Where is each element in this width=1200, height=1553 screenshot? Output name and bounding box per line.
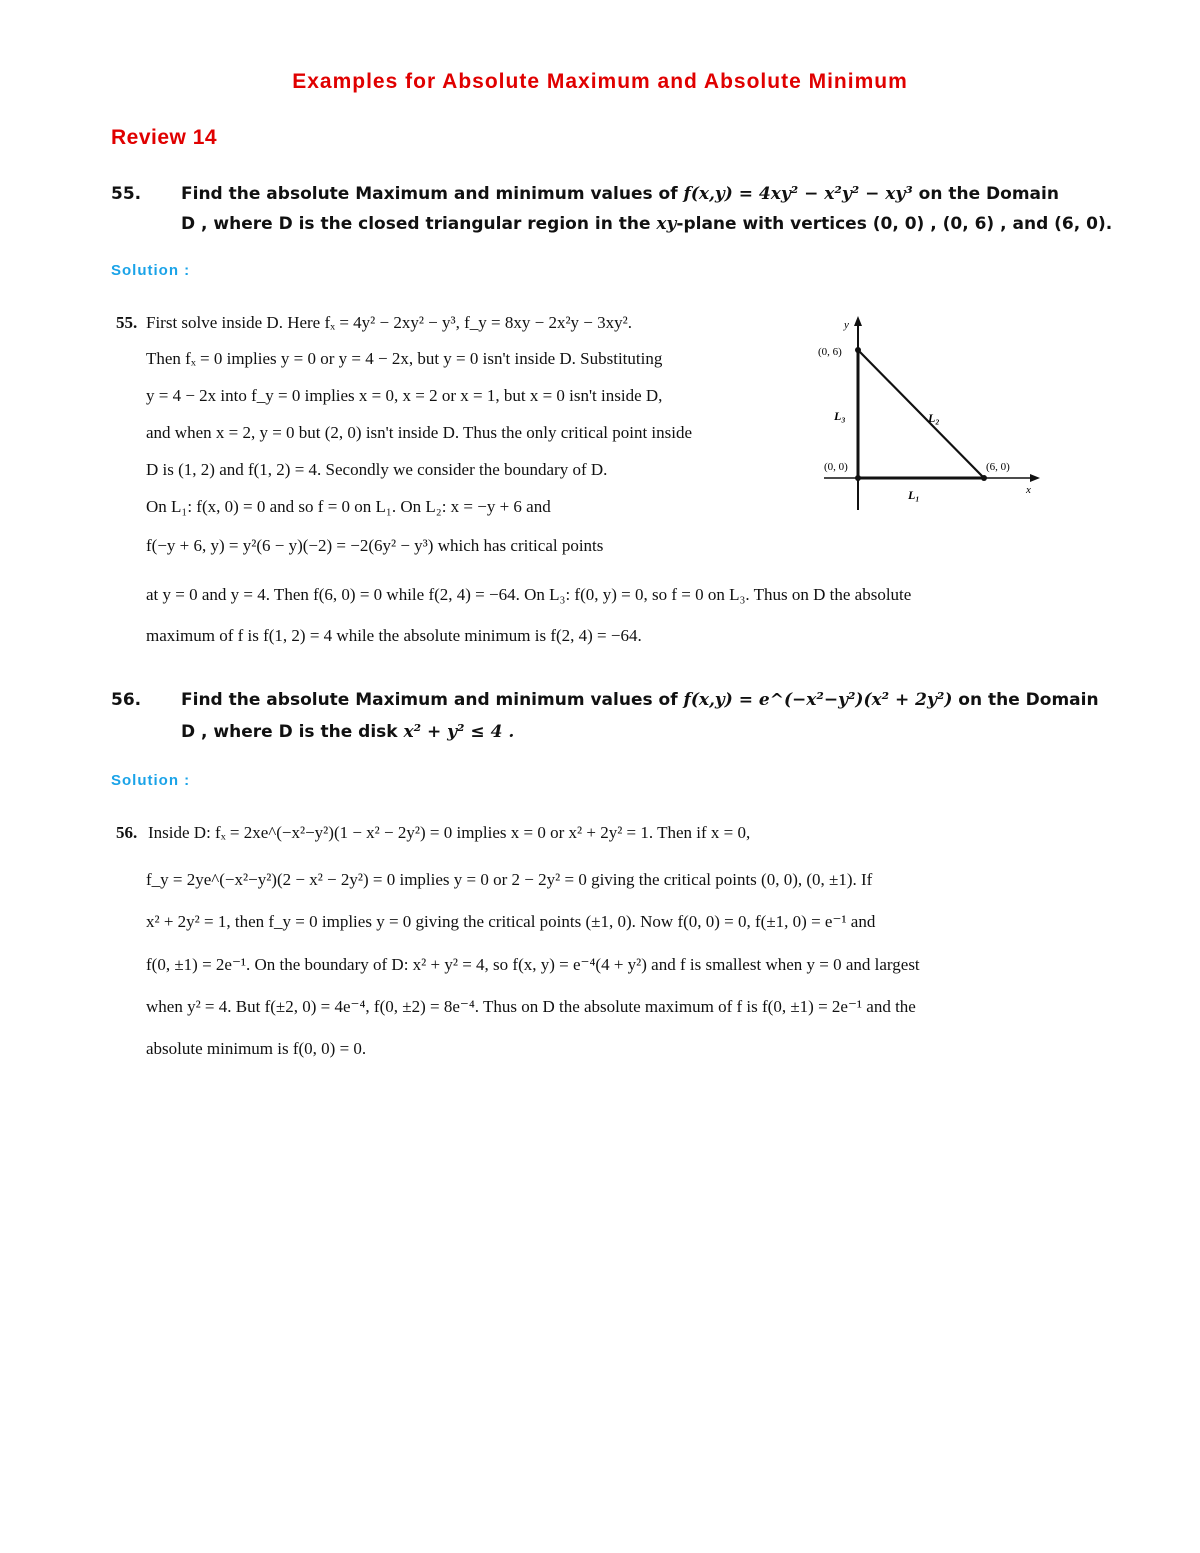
edge-label-L3: L₃ bbox=[834, 409, 846, 423]
question-55-function: f(x,y) = 4xy² − x²y² − xy³ bbox=[683, 184, 913, 204]
question-55-plane: xy bbox=[656, 214, 677, 234]
solution-56-line-1: Inside D: fₓ = 2xe^(−x²−y²)(1 − x² − 2y²) = 0 implies x = 0 or x² + 2y² = 1. Then if x = 0, bbox=[148, 823, 751, 842]
triangle-region-diagram bbox=[810, 310, 1050, 515]
question-56-number: 56. bbox=[111, 690, 142, 710]
question-56-text: Find the absolute Maximum and minimum values of bbox=[181, 690, 678, 710]
solution-56-line-4: f(0, ±1) = 2e⁻¹. On the boundary of D: x² + y² = 4, so f(x, y) = e⁻⁴(4 + y²) and f is smallest when y = 0 and largest bbox=[146, 955, 920, 974]
question-55-domain-text: on the Domain bbox=[918, 184, 1059, 204]
section-heading: Review 14 bbox=[111, 126, 218, 149]
question-55-text: Find the absolute Maximum and minimum values of bbox=[181, 184, 678, 204]
solution-55-line-7: f(−y + 6, y) = y²(6 − y)(−2) = −2(6y² − y³) which has critical points bbox=[146, 536, 604, 555]
solution-55-number: 55. bbox=[116, 313, 138, 332]
solution-56-line-3: x² + 2y² = 1, then f_y = 0 implies y = 0 giving the critical points (±1, 0). Now f(0, 0) = 0, f(±1, 0) = e⁻¹ and bbox=[146, 912, 876, 931]
question-56-line-1 bbox=[181, 690, 1099, 710]
solution-55-line-3: y = 4 − 2x into f_y = 0 implies x = 0, x = 2 or x = 1, but x = 0 isn't inside D, bbox=[146, 386, 663, 405]
question-56-function: f(x,y) = e^(−x²−y²)(x² + 2y²) bbox=[683, 690, 953, 710]
vertex-0-0 bbox=[855, 475, 861, 481]
question-55-line-2 bbox=[181, 214, 1112, 234]
vertex-6-0 bbox=[981, 475, 987, 481]
vertex-label-0-6: (0, 6) bbox=[818, 346, 842, 358]
solution-56-line-2: f_y = 2ye^(−x²−y²)(2 − x² − 2y²) = 0 implies y = 0 or 2 − 2y² = 0 giving the critical points (0, 0), (0, ±1). If bbox=[146, 870, 873, 889]
vertex-label-0-0: (0, 0) bbox=[824, 461, 848, 473]
solution-55-line-2: Then fₓ = 0 implies y = 0 or y = 4 − 2x, but y = 0 isn't inside D. Substituting bbox=[146, 349, 663, 368]
solution-55-line-8: at y = 0 and y = 4. Then f(6, 0) = 0 while f(2, 4) = −64. On L₃: f(0, y) = 0, so f = 0 on L₃. Thus on D the absolute bbox=[146, 585, 912, 604]
edge-label-L2: L₂ bbox=[928, 411, 940, 425]
edge-label-L1: L₁ bbox=[908, 488, 920, 502]
question-56-domain-text: on the Domain bbox=[958, 690, 1099, 710]
question-55-number: 55. bbox=[111, 184, 142, 204]
y-axis-arrow bbox=[854, 316, 862, 326]
question-55-line-1 bbox=[181, 184, 1059, 204]
solution-label-56: Solution : bbox=[111, 772, 191, 789]
solution-56-line-6: absolute minimum is f(0, 0) = 0. bbox=[146, 1039, 367, 1058]
page-title: Examples for Absolute Maximum and Absolute Minimum bbox=[292, 70, 908, 93]
solution-label: Solution : bbox=[111, 262, 191, 279]
x-axis-label: x bbox=[1026, 484, 1031, 496]
question-56-line-2 bbox=[181, 722, 514, 742]
solution-55-line-5: D is (1, 2) and f(1, 2) = 4. Secondly we consider the boundary of D. bbox=[146, 460, 608, 479]
triangle-hypotenuse-L2 bbox=[858, 350, 984, 478]
vertex-0-6 bbox=[855, 347, 861, 353]
question-55-region-text: D , where D is the closed triangular region in the bbox=[181, 214, 651, 234]
solution-55-line-4: and when x = 2, y = 0 but (2, 0) isn't inside D. Thus the only critical point inside bbox=[146, 423, 693, 442]
x-axis-arrow bbox=[1030, 474, 1040, 482]
vertex-label-6-0: (6, 0) bbox=[986, 461, 1010, 473]
solution-56-number: 56. bbox=[116, 823, 138, 842]
solution-55-line-9: maximum of f is f(1, 2) = 4 while the absolute minimum is f(2, 4) = −64. bbox=[146, 626, 642, 645]
question-55-vertices: -plane with vertices (0, 0) , (0, 6) , and (6, 0). bbox=[676, 214, 1113, 234]
solution-55-line-6: On L₁: f(x, 0) = 0 and so f = 0 on L₁. On L₂: x = −y + 6 and bbox=[146, 497, 551, 516]
y-axis-label: y bbox=[844, 319, 849, 331]
question-56-disk-text: D , where D is the disk bbox=[181, 722, 398, 742]
question-56-disk-inequality: x² + y² ≤ 4 . bbox=[403, 722, 515, 742]
solution-55-line-1: First solve inside D. Here fₓ = 4y² − 2xy² − y³, f_y = 8xy − 2x²y − 3xy². bbox=[146, 313, 632, 332]
solution-56-line-5: when y² = 4. But f(±2, 0) = 4e⁻⁴, f(0, ±2) = 8e⁻⁴. Thus on D the absolute maximum of f is f(0, ±1) = 2e⁻¹ and the bbox=[146, 997, 916, 1016]
